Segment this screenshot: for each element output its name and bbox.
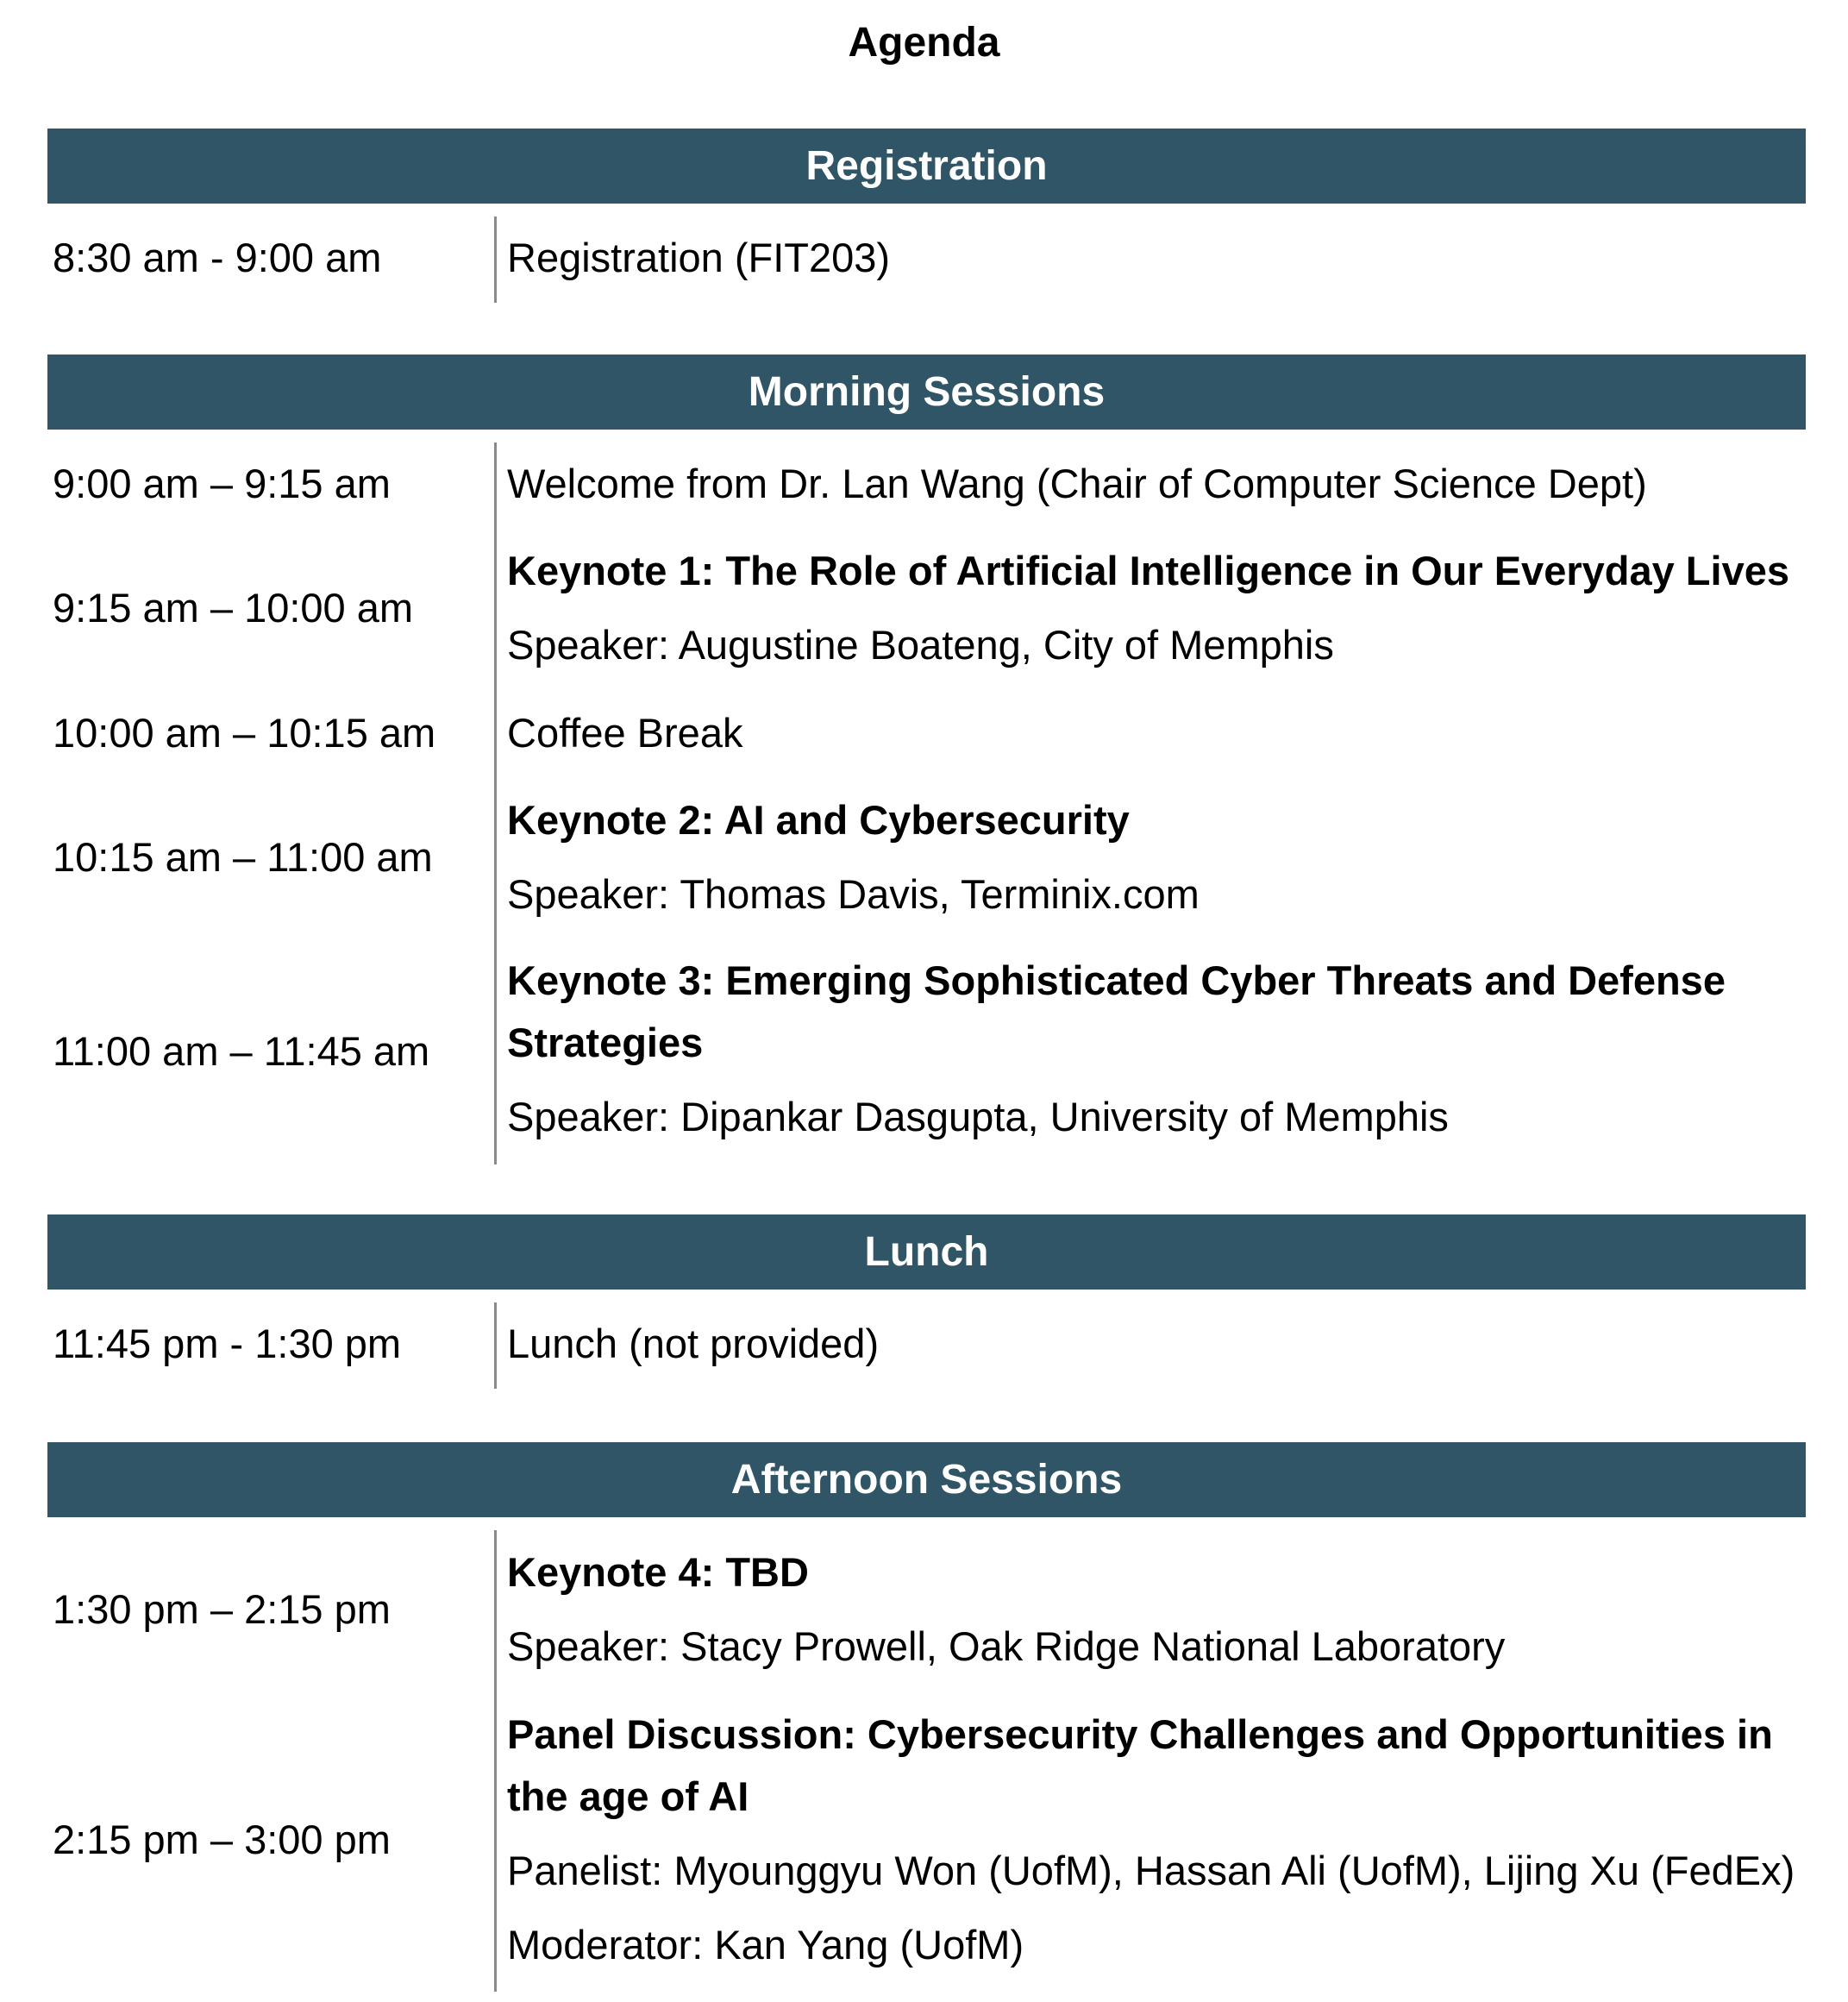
column-divider bbox=[494, 1302, 497, 1389]
column-divider bbox=[494, 217, 497, 303]
time-slot: 9:00 am – 9:15 am bbox=[53, 461, 391, 506]
speaker: Speaker: Thomas Davis, Terminix.com bbox=[507, 871, 1200, 917]
moderator: Moderator: Kan Yang (UofM) bbox=[507, 1922, 1024, 1967]
time-slot: 10:15 am – 11:00 am bbox=[53, 834, 433, 880]
time-slot: 1:30 pm – 2:15 pm bbox=[53, 1586, 391, 1632]
time-slot: 9:15 am – 10:00 am bbox=[53, 585, 414, 631]
keynote-title: Keynote 2: AI and Cybersecurity bbox=[507, 797, 1130, 843]
time-slot: 8:30 am - 9:00 am bbox=[53, 235, 382, 280]
keynote-title: Keynote 3: Emerging Sophisticated Cyber Threats and Defense bbox=[507, 957, 1726, 1003]
session-title: Lunch (not provided) bbox=[507, 1321, 880, 1366]
session-title: Registration (FIT203) bbox=[507, 235, 891, 280]
speaker: Speaker: Dipankar Dasgupta, University of Memphis bbox=[507, 1094, 1449, 1139]
time-slot: 11:00 am – 11:45 am bbox=[53, 1028, 430, 1074]
speaker: Speaker: Augustine Boateng, City of Memphis bbox=[507, 622, 1334, 668]
section-header-afternoon-sessions: Afternoon Sessions bbox=[47, 1442, 1806, 1517]
session-title: Welcome from Dr. Lan Wang (Chair of Computer Science Dept) bbox=[507, 461, 1647, 506]
column-divider bbox=[494, 1530, 497, 1992]
speaker: Speaker: Stacy Prowell, Oak Ridge National Laboratory bbox=[507, 1623, 1506, 1669]
section-header-morning-sessions: Morning Sessions bbox=[47, 355, 1806, 430]
time-slot: 10:00 am – 10:15 am bbox=[53, 710, 436, 756]
session-title: Coffee Break bbox=[507, 710, 743, 756]
panelists: Panelist: Myounggyu Won (UofM), Hassan Ali (UofM), Lijing Xu (FedEx) bbox=[507, 1848, 1795, 1893]
column-divider bbox=[494, 442, 497, 1164]
section-header-lunch: Lunch bbox=[47, 1214, 1806, 1290]
panel-title-continued: the age of AI bbox=[507, 1773, 749, 1819]
panel-title: Panel Discussion: Cybersecurity Challenges and Opportunities in bbox=[507, 1711, 1773, 1757]
time-slot: 2:15 pm – 3:00 pm bbox=[53, 1817, 391, 1862]
keynote-title: Keynote 1: The Role of Artificial Intelligence in Our Everyday Lives bbox=[507, 548, 1789, 593]
keynote-title: Keynote 4: TBD bbox=[507, 1549, 809, 1595]
time-slot: 11:45 pm - 1:30 pm bbox=[53, 1321, 402, 1366]
keynote-title-continued: Strategies bbox=[507, 1020, 704, 1065]
section-header-registration: Registration bbox=[47, 129, 1806, 204]
page-title: Agenda bbox=[848, 20, 1000, 66]
